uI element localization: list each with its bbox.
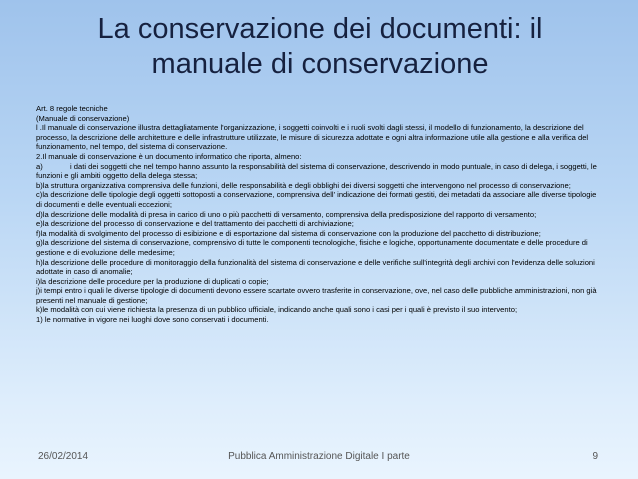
list-item: f)la modalità di svolgimento del processo di esibizione e di esportazione dal sistema di conservazione con la produzione del pacchetto di distribuzione; — [36, 228, 541, 238]
list-item: i)la descrizione delle procedure per la produzione di duplicati o copie; — [36, 276, 269, 286]
list-item-a-label: a) — [36, 161, 43, 171]
list-item: j)i tempi entro i quali le diverse tipologie di documenti devono essere scartate ovvero trasferite in conservazione, ove, nel caso delle pubbliche amministrazioni, non già presenti nel manuale di gestione; — [36, 286, 597, 305]
body-paragraph: l .Il manuale di conservazione illustra dettagliatamente l'organizzazione, i soggetti coinvolti e i ruoli svolti dagli stessi, il modello di funzionamento, la descrizione del processo, la descrizione delle architetture e delle infrastrutture utilizzate, le misure di sicurezza adottate e ogni altra informazione utile alla gestione e alla verifica del funzionamento, nel tempo, del sistema di conservazione. — [36, 123, 589, 152]
slide-title: La conservazione dei documenti: il manuale di conservazione — [97, 13, 543, 80]
body-paragraph: Art. 8 regole tecniche — [36, 104, 108, 113]
footer-title: Pubblica Amministrazione Digitale I parte — [228, 451, 410, 462]
footer-date: 26/02/2014 — [38, 451, 89, 462]
list-item: h)la descrizione delle procedure di monitoraggio della funzionalità del sistema di conservazione e delle verifiche sull'integrità degli archivi con l'evidenza delle soluzioni adottate in caso di anomalie; — [36, 257, 595, 277]
list-item: e)la descrizione del processo di conservazione e del trattamento dei pacchetti di archiviazione; — [36, 219, 354, 229]
list-item: g)la descrizione del sistema di conservazione, comprensivo di tutte le componenti tecnologiche, fisiche e logiche, opportunamente documentate e delle procedure di gestione e di evoluzione delle medesime; — [36, 238, 588, 257]
list-item: d)la descrizione delle modalità di presa in carico di uno o più pacchetti di versamento, comprensiva della predisposizione del rapporto di versamento; — [36, 209, 537, 219]
list-item-a-text: i dati dei soggetti che nel tempo hanno assunto la responsabilità del sistema di conservazione, descrivendo in modo puntuale, in caso di delega, i soggetti, le funzioni e gli ambiti oggetto della delega stessa; — [36, 161, 597, 181]
page-number: 9 — [592, 451, 598, 462]
body-paragraph: 2.Il manuale di conservazione è un documento informatico che riporta, almeno: — [36, 151, 302, 161]
list-item: b)la struttura organizzativa comprensiva delle funzioni, delle responsabilità e degli obblighi dei diversi soggetti che intervengono nel processo di conservazione; — [36, 180, 571, 190]
list-item: 1) le normative in vigore nei luoghi dove sono conservati i documenti. — [36, 315, 269, 325]
list-item: c)la descrizione delle tipologie degli oggetti sottoposti a conservazione, comprensiva dell' indicazione dei formati gestiti, dei metadati da associare alle diverse tipologie di documenti e delle eventuali eccezioni; — [36, 190, 597, 209]
slide-body — [36, 104, 604, 325]
list-item: k)le modalità con cui viene richiesta la presenza di un pubblico ufficiale, indicando anche quali sono i casi per i quali è previsto il suo intervento; — [36, 305, 518, 315]
body-paragraph: (Manuale di conservazione) — [36, 113, 130, 123]
list-item-a — [36, 162, 604, 181]
